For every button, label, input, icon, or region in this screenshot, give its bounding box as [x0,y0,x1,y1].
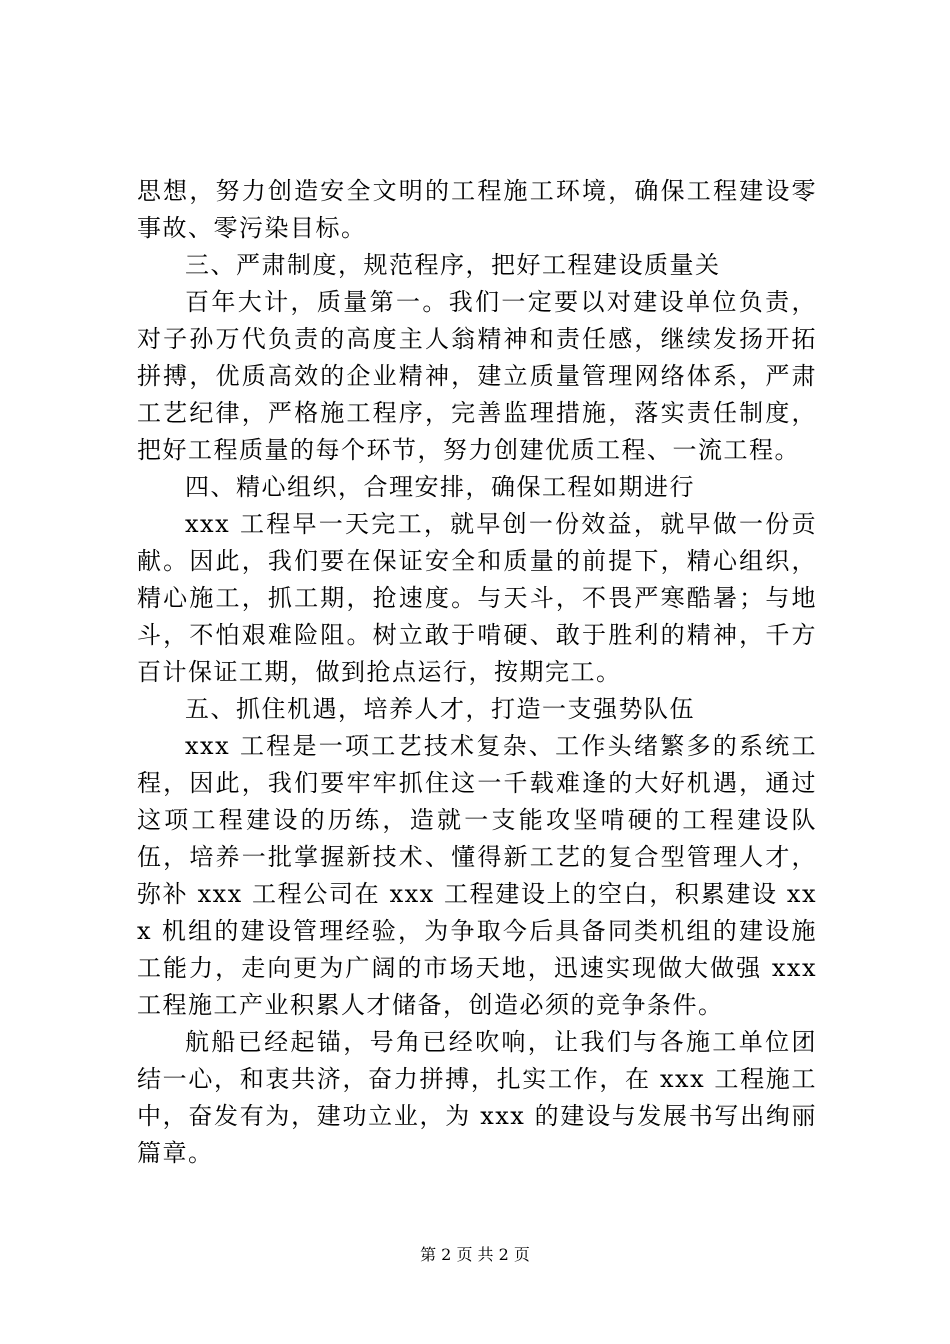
page-footer: 第 2 页 共 2 页 [420,1245,530,1264]
paragraph-continuation: 思想，努力创造安全文明的工程施工环境，确保工程建设零事故、零污染目标。 [137,177,817,242]
section-heading-5: 五、抓住机遇，培养人才，打造一支强势队伍 [185,695,695,723]
section-heading-4: 四、精心组织，合理安排，确保工程如期进行 [185,473,695,501]
paragraph-schedule: xxx 工程早一天完工，就早创一份效益，就早做一份贡献。因此，我们要在保证安全和质量的前提下，精心组织，精心施工，抓工期，抢速度。与天斗，不畏严寒酷暑；与地斗，不怕艰难险阻。树立敢于啃硬、敢于胜利的精神，千方百计保证工期，做到抢点运行，按期完工。 [137,510,817,686]
document-body [137,173,817,1172]
paragraph-quality: 百年大计，质量第一。我们一定要以对建设单位负责，对子孙万代负责的高度主人翁精神和责任感，继续发扬开拓拼搏，优质高效的企业精神，建立质量管理网络体系，严肃工艺纪律，严格施工程序，完善监理措施，落实责任制度，把好工程质量的每个环节，努力创建优质工程、一流工程。 [137,288,817,464]
paragraph-talent: xxx 工程是一项工艺技术复杂、工作头绪繁多的系统工程，因此，我们要牢牢抓住这一千载难逢的大好机遇，通过这项工程建设的历练，造就一支能攻坚啃硬的工程建设队伍，培养一批掌握新技术、懂得新工艺的复合型管理人才，弥补 xxx 工程公司在 xxx 工程建设上的空白，积累建设 xxx 机组的建设管理经验，为争取今后具备同类机组的建设施工能力，走向更为广阔的市场天地，迅速实现做大做强 xxx 工程施工产业积累人才储备，创造必须的竞争条件。 [137,732,817,1019]
section-heading-3: 三、严肃制度，规范程序，把好工程建设质量关 [185,251,721,279]
paragraph-closing: 航船已经起锚，号角已经吹响，让我们与各施工单位团结一心，和衷共济，奋力拼搏，扎实工作，在 xxx 工程施工中，奋发有为，建功立业，为 xxx 的建设与发展书写出绚丽篇章。 [137,1028,817,1167]
